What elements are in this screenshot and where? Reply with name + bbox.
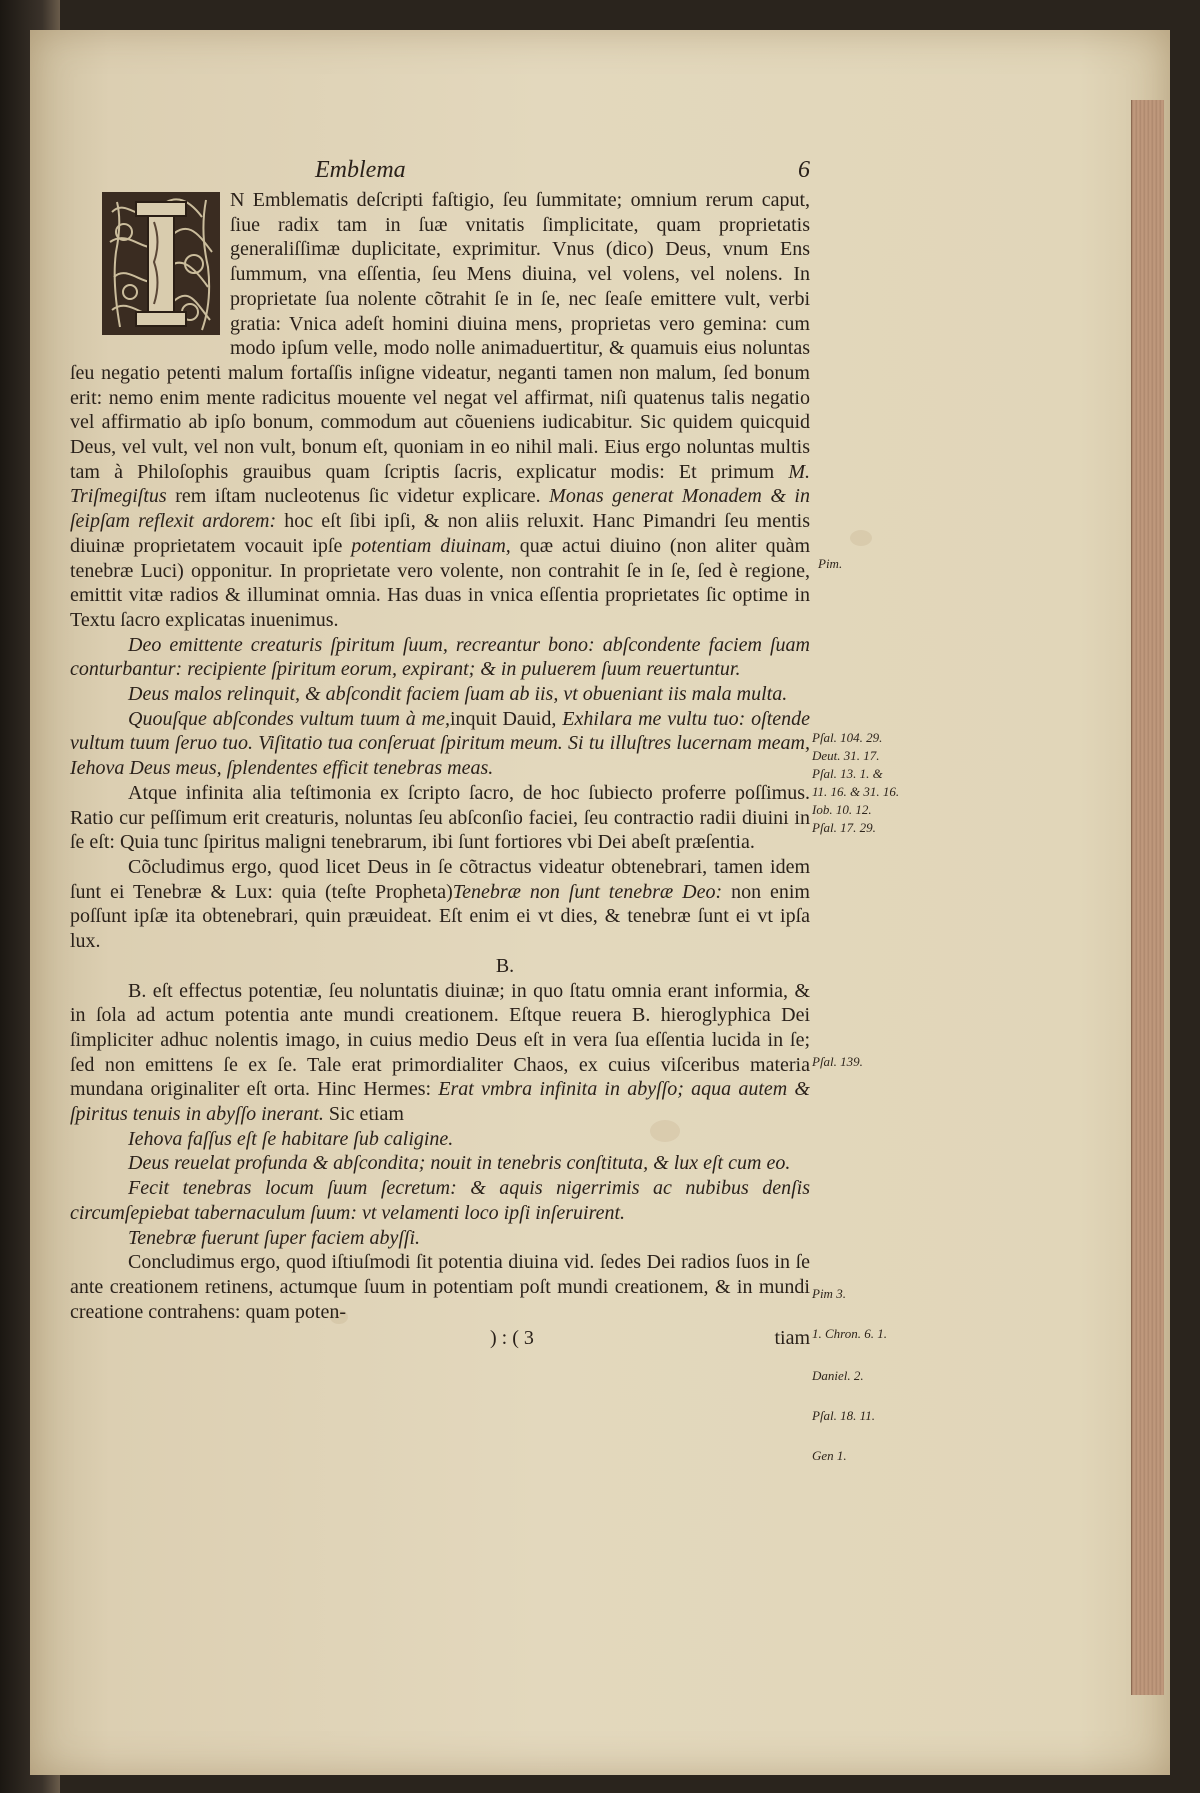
paragraph-3-b: non enim poſſunt ipſæ ita obtenebrari, quin præuideat. Eſt enim ei vt dies, & tenebræ ſunt ei vt ipſa lux. [70, 880, 810, 953]
paragraph-1-text-b: rem iſtam nucleotenus ſic videtur explicare. [175, 485, 541, 508]
margin-note-pim: Pim. [818, 556, 843, 571]
paragraph-1-text-c: hoc eſt ſibi ipſi, & non aliis reluxit. Hanc Pimandri ſeu mentis diuinæ proprietatem vocauit ipſe [70, 510, 811, 557]
margin-note-psal-139: Pſal. 139. [812, 1054, 863, 1069]
running-title: Emblema [315, 157, 406, 183]
decorated-initial-icon [102, 192, 220, 335]
quote-monas: Monas generat Monadem & in ſeipſam reflexit ardorem: [70, 485, 810, 533]
quote-5: Deus reuelat profunda & abſcondita; nouit in tenebris conſtituta, & lux eſt cum eo. [128, 1152, 791, 1175]
paragraph-1-text-d: quæ actui diuino (non aliter quàm tenebræ Luci) opponitur. In proprietate vero volente, non contrahit ſe in ſe, ſed è regione, emittit vitæ radios & illuminat omnia. Has duas in vnica eſſentia proprietates ſic optime in Textu ſacro explicatas inuenimus. [70, 534, 810, 631]
paragraph-4-text: B. eſt effectus potentiæ, ſeu noluntatis diuinæ; in quo ſtatu omnia erant informia, & in ſola ad actum potentia ante mundi creationem. Eſtque reuera B. hieroglyphica Dei ſimpliciter adhuc nolentis imago, in cuius medio Deus eſt in vera ſua eſſentia lucida in ſe; ſed non emittens ſe ex ſe. Tale erat primordialiter Chaos, ex cuius viſceribus materia mundana originaliter eſt orta. Hinc Hermes: [70, 979, 810, 1101]
page-number: 6 [798, 157, 810, 183]
margin-note-pim-3: Pim 3. [812, 1286, 846, 1301]
running-head [70, 158, 810, 188]
main-text [70, 158, 810, 1354]
quote-potentia: potentiam diuinam, [351, 534, 511, 557]
page-footer [70, 1326, 810, 1354]
quote-3 [70, 707, 810, 781]
margin-note-daniel: Daniel. 2. [812, 1368, 864, 1383]
quote-tenebrae: Tenebræ non ſunt tenebræ Deo: [452, 880, 723, 903]
quote-7: Tenebræ fuerunt ſuper faciem abyſſi. [128, 1226, 421, 1249]
margin-note-psal-18: Pſal. 18. 11. [812, 1408, 875, 1423]
quote-3-c: Exhilara me vultu tuo: oſtende vultum tuum ſeruo tuo. Viſitatio tua conſeruat ſpiritum meum. Si tu illuſtres lucernam meam, Iehova Deus meus, ſplendentes efficit tenebras meas. [70, 707, 811, 780]
margin-note-gen: Gen 1. [812, 1448, 847, 1463]
foxing-spot [850, 530, 872, 546]
paragraph-1-text: N Emblematis deſcripti faſtigio, ſeu ſummitate; omnium rerum caput, ſiue radix tam in ſuæ vnitatis ſimplicitate, quam proprietatis generaliſſimæ duplicitate, exprimitur. Vnus (dico) Deus, vnum Ens ſummum, vna eſſentia, ſeu Mens diuina, vel volens, vel nolens. In proprietate ſua nolente cõtrahit ſe in ſe, nec ſeaſe emittere vult, verbi gratia: Vnica adeſt homini diuina mens, proprietas vero gemina: cum modo ipſum velle, modo nolle animaduertitur, & quamuis eius noluntas ſeu negatio petenti malum fortaſſis inſigne videatur, neganti tamen non malum, ſed bonum erit: nemo enim mente radicitus mouente vel negat vel affirmat, niſi quatenus talis negatio vel affirmatio ab ipſo bonum, commodum aut cõueniens iudicabitur. Sic quidem quicquid Deus, vel vult, vel non vult, bonum eſt, quoniam in eo nihil mali. Eius ergo noluntas multis tam à Philoſophis grauibus quam ſcriptis ſacris, explicatur modis: Et primum [70, 189, 810, 483]
margin-note-psal-104: Pſal. 104. 29. [812, 730, 883, 745]
quote-1: Deo emittente creaturis ſpiritum ſuum, recreantur bono: abſcondente faciem ſuam conturbantur: recipiente ſpiritum eorum, expirant; & in puluerem ſuum reuertuntur. [70, 633, 810, 681]
paragraph-4-text-b: Sic etiam [328, 1103, 404, 1126]
paragraph-5: Concludimus ergo, quod iſtiuſmodi ſit potentia diuina vid. ſedes Dei radios ſuos in ſe ante creationem retinens, actumque ſuum in potentiam poſt mundi creationem, & in mundi creatione contrahens: quam poten- [70, 1251, 810, 1323]
paragraph-2: Atque infinita alia teſtimonia ex ſcripto ſacro, de hoc ſubiecto proferre poſſimus. Ratio cur peſſimum erit creaturis, noluntas ſeu abſconſio faciei, ſeu contractio radii diuini in ſe eſt: Quia tunc ſpiritus maligni tenebrarum, ibi ſunt fortiores vbi Dei abeſt præſentia. [70, 781, 810, 854]
section-heading-b: B. [495, 954, 515, 977]
paragraph-4 [70, 979, 810, 1127]
quote-hermes: Erat vmbra infinita in abyſſo; aqua autem & ſpiritus tenuis in abyſſo inerant. [70, 1078, 810, 1126]
page-fore-edge [1131, 100, 1164, 1695]
margin-note-iob: Iob. 10. 12. [812, 802, 872, 817]
margin-note-chron: 1. Chron. 6. 1. [812, 1326, 887, 1341]
margin-note-psal-13: Pſal. 13. 1. & [812, 766, 883, 781]
quote-3-b: inquit Dauid, [449, 707, 557, 730]
margin-note-psal-11: 11. 16. & 31. 16. [812, 784, 900, 799]
paragraph-3 [70, 855, 810, 954]
margin-note-psal-17: Pſal. 17. 29. [812, 820, 876, 835]
signature-mark: ) : ( 3 [490, 1327, 534, 1350]
catchword: tiam [774, 1327, 810, 1350]
quote-4: Iehova faſſus eſt ſe habitare ſub caligine. [128, 1127, 454, 1150]
margin-note-deut: Deut. 31. 17. [812, 748, 880, 763]
paragraph-3-a: Cõcludimus ergo, quod licet Deus in ſe cõtractus videatur obtenebrari, tamen idem ſunt ei Tenebræ & Lux: quia (teſte Propheta) [70, 855, 810, 903]
author-name: M. Triſmegiſtus [70, 460, 811, 508]
quote-3-a: Quouſque abſcondes vultum tuum à me, [128, 707, 450, 730]
quote-2: Deus malos relinquit, & abſcondit faciem ſuam ab iis, vt obueniant iis mala multa. [128, 683, 788, 706]
quote-6: Fecit tenebras locum ſuum ſecretum: & aquis nigerrimis ac nubibus denſis circumſepiebat tabernaculum ſuum: vt velamenti loco ipſi inſeruirent. [70, 1177, 810, 1224]
